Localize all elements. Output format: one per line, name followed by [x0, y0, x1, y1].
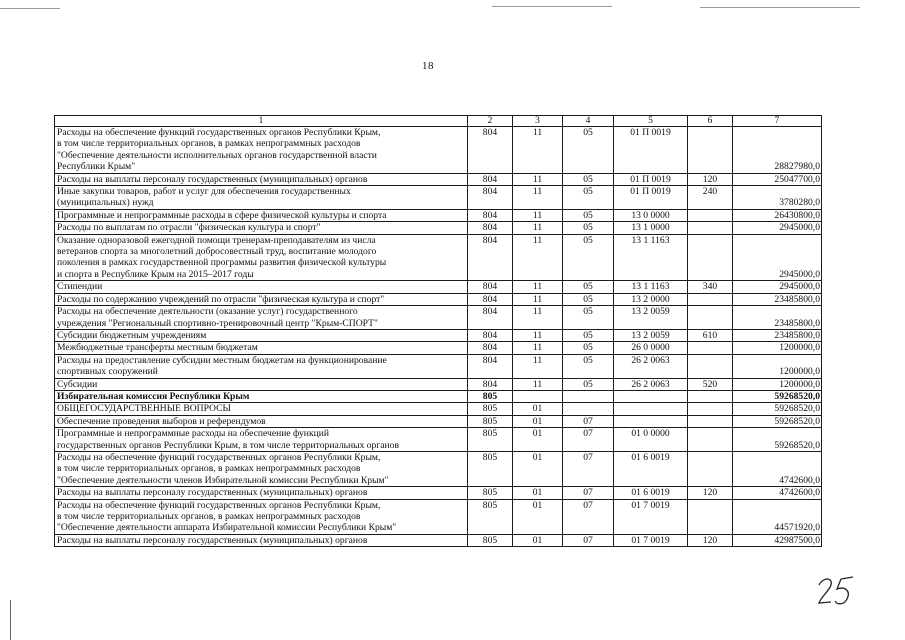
section-code: 01: [513, 534, 563, 546]
description-line: в том числе территориальных органов, в рамках непрограммных расходов: [57, 463, 361, 475]
section-code: 11: [513, 234, 563, 281]
table-row: [55, 329, 822, 341]
department-code: 804: [468, 209, 513, 221]
subsection-code: 05: [563, 293, 614, 305]
table-row: [55, 306, 822, 330]
department-code: 805: [468, 451, 513, 486]
amount-value: 25047700,0: [733, 173, 822, 185]
handwritten-signature: [815, 573, 859, 609]
target-article-code: 13 0 0000: [614, 209, 688, 221]
amount-value: 4742600,0: [733, 451, 822, 486]
description-line: "Обеспечение деятельности аппарата Избирательной комиссии Республики Крым": [57, 522, 397, 534]
target-article-code: 01 П 0019: [614, 127, 688, 174]
scan-artifact-edge: [10, 600, 11, 640]
description-line: (муниципальных) нужд: [57, 197, 154, 209]
table-row: [55, 378, 822, 390]
description-line: "Обеспечение деятельности исполнительных органов государственной власти: [57, 149, 377, 161]
department-code: 804: [468, 354, 513, 378]
column-header: 2: [468, 116, 513, 127]
department-code: 804: [468, 293, 513, 305]
section-code: 11: [513, 173, 563, 185]
expense-type-code: 610: [688, 329, 733, 341]
subsection-code: 05: [563, 222, 614, 234]
target-article-code: 01 6 0019: [614, 451, 688, 486]
description-line: Расходы на обеспечение функций государственных органов Республики Крым,: [57, 451, 381, 463]
amount-value: 1200000,0: [733, 342, 822, 354]
section-code: 11: [513, 186, 563, 210]
row-description: [55, 499, 468, 534]
subsection-code: [563, 403, 614, 415]
table-row: [55, 428, 822, 452]
description-line: государственных органов Республики Крым, в том числе территориальных органов: [57, 439, 400, 451]
column-header: 5: [614, 116, 688, 127]
expense-type-code: 120: [688, 534, 733, 546]
description-line: Расходы на обеспечение деятельности (оказание услуг) государственного: [57, 306, 358, 318]
department-code: 804: [468, 281, 513, 293]
expense-type-code: [688, 354, 733, 378]
department-code: 805: [468, 403, 513, 415]
description-line: Расходы на выплаты персоналу государственных (муниципальных) органов: [57, 173, 368, 185]
amount-value: 23485800,0: [733, 306, 822, 330]
description-line: ветеранов спорта за многолетний добросовестный труд, воспитание молодого: [57, 246, 377, 258]
table-row: [55, 415, 822, 427]
expense-type-code: 120: [688, 173, 733, 185]
department-code: 804: [468, 186, 513, 210]
row-description: [55, 403, 468, 415]
section-code: 01: [513, 428, 563, 452]
subsection-code: 05: [563, 186, 614, 210]
target-article-code: 26 0 0000: [614, 342, 688, 354]
row-description: [55, 173, 468, 185]
amount-value: 59268520,0: [733, 403, 822, 415]
target-article-code: 01 П 0019: [614, 173, 688, 185]
row-description: [55, 127, 468, 174]
expense-type-code: [688, 127, 733, 174]
section-code: [513, 390, 563, 402]
department-code: 805: [468, 428, 513, 452]
row-description: [55, 234, 468, 281]
department-code: 804: [468, 342, 513, 354]
section-code: 11: [513, 306, 563, 330]
section-code: 11: [513, 222, 563, 234]
target-article-code: 01 7 0019: [614, 534, 688, 546]
description-line: в том числе территориальных органов, в рамках непрограммных расходов: [57, 511, 361, 522]
description-line: Расходы на выплаты персоналу государственных (муниципальных) органов: [57, 534, 368, 546]
amount-value: 44571920,0: [733, 499, 822, 534]
description-line: учреждения "Региональный спортивно-тренировочный центр "Крым-СПОРТ": [57, 317, 378, 329]
section-code: 11: [513, 378, 563, 390]
subsection-code: 05: [563, 209, 614, 221]
row-description: [55, 378, 468, 390]
row-description: [55, 342, 468, 354]
section-code: 11: [513, 342, 563, 354]
expense-type-code: [688, 293, 733, 305]
subsection-code: 05: [563, 378, 614, 390]
expense-type-code: [688, 415, 733, 427]
target-article-code: [614, 390, 688, 402]
amount-value: 42987500,0: [733, 534, 822, 546]
section-code: 11: [513, 281, 563, 293]
expense-type-code: [688, 499, 733, 534]
table-row: [55, 487, 822, 499]
subsection-code: 05: [563, 127, 614, 174]
row-description: [55, 209, 468, 221]
scan-artifact-line: [0, 8, 60, 9]
budget-table: [54, 115, 822, 547]
row-description: [55, 390, 468, 402]
department-code: 805: [468, 415, 513, 427]
expense-type-code: 520: [688, 378, 733, 390]
description-line: спортивных сооружений: [57, 366, 158, 378]
target-article-code: 01 6 0019: [614, 487, 688, 499]
subsection-code: 07: [563, 451, 614, 486]
subsection-code: 05: [563, 234, 614, 281]
description-line: ОБЩЕГОСУДАРСТВЕННЫЕ ВОПРОСЫ: [57, 403, 231, 415]
expense-type-code: [688, 390, 733, 402]
department-code: 805: [468, 487, 513, 499]
subsection-code: 05: [563, 306, 614, 330]
section-code: 01: [513, 451, 563, 486]
target-article-code: 01 0 0000: [614, 428, 688, 452]
subsection-code: 05: [563, 173, 614, 185]
target-article-code: 13 2 0000: [614, 293, 688, 305]
row-description: [55, 186, 468, 210]
amount-value: 1200000,0: [733, 378, 822, 390]
description-line: Иные закупки товаров, работ и услуг для обеспечения государственных: [57, 186, 351, 198]
amount-value: 3780280,0: [733, 186, 822, 210]
column-header: 7: [733, 116, 822, 127]
description-line: Межбюджетные трансферты местным бюджетам: [57, 342, 258, 354]
description-line: Субсидии: [57, 378, 98, 390]
target-article-code: [614, 415, 688, 427]
description-line: Республики Крым": [57, 161, 136, 173]
amount-value: 28827980,0: [733, 127, 822, 174]
section-code: 11: [513, 293, 563, 305]
table-row: [55, 281, 822, 293]
description-line: Оказание одноразовой ежегодной помощи тренерам-преподавателям из числа: [57, 234, 376, 246]
section-code: 11: [513, 354, 563, 378]
target-article-code: 26 2 0063: [614, 354, 688, 378]
expense-type-code: [688, 342, 733, 354]
section-code: 11: [513, 209, 563, 221]
table-header-row: [55, 116, 822, 127]
description-line: Избирательная комиссия Республики Крым: [57, 390, 250, 402]
department-code: 804: [468, 222, 513, 234]
target-article-code: 13 2 0059: [614, 306, 688, 330]
description-line: Расходы на обеспечение функций государственных органов Республики Крым,: [57, 127, 381, 138]
target-article-code: 13 1 1163: [614, 234, 688, 281]
column-header: 1: [55, 116, 468, 127]
table-row: [55, 209, 822, 221]
expense-type-code: [688, 306, 733, 330]
description-line: в том числе территориальных органов, в рамках непрограммных расходов: [57, 138, 361, 150]
page-number: 18: [422, 60, 434, 72]
table-row: [55, 403, 822, 415]
amount-value: 2945000,0: [733, 234, 822, 281]
amount-value: 26430800,0: [733, 209, 822, 221]
description-line: поколения в рамках государственной программы развития физической культуры: [57, 257, 387, 269]
target-article-code: 13 1 1163: [614, 281, 688, 293]
description-line: Программные и непрограммные расходы в сфере физической культуры и спорта: [57, 209, 387, 221]
subsection-code: [563, 390, 614, 402]
table-row: [55, 534, 822, 546]
table-row: [55, 234, 822, 281]
department-code: 804: [468, 378, 513, 390]
description-line: Обеспечение проведения выборов и референдумов: [57, 415, 266, 427]
expense-type-code: [688, 428, 733, 452]
section-code: 01: [513, 403, 563, 415]
table-row: [55, 342, 822, 354]
target-article-code: 01 7 0019: [614, 499, 688, 534]
amount-value: 59268520,0: [733, 390, 822, 402]
column-header: 6: [688, 116, 733, 127]
expense-type-code: [688, 451, 733, 486]
department-code: 804: [468, 234, 513, 281]
row-description: [55, 293, 468, 305]
amount-value: 4742600,0: [733, 487, 822, 499]
department-code: 804: [468, 306, 513, 330]
expense-type-code: 240: [688, 186, 733, 210]
subsection-code: 07: [563, 499, 614, 534]
row-description: [55, 306, 468, 330]
row-description: [55, 281, 468, 293]
table-row: [55, 173, 822, 185]
description-line: Стипендии: [57, 281, 103, 293]
amount-value: 59268520,0: [733, 428, 822, 452]
expense-type-code: [688, 209, 733, 221]
subsection-code: 07: [563, 487, 614, 499]
table-body: [55, 127, 822, 547]
description-line: "Обеспечение деятельности членов Избирательной комиссии Республики Крым": [57, 474, 389, 486]
description-line: Расходы по выплатам по отрасли "физическая культура и спорт": [57, 222, 321, 234]
table-row: [55, 293, 822, 305]
subsection-code: 07: [563, 534, 614, 546]
description-line: Расходы по содержанию учреждений по отрасли "физическая культура и спорт": [57, 293, 385, 305]
subsection-code: 07: [563, 428, 614, 452]
subsection-code: 05: [563, 329, 614, 341]
description-line: Расходы на выплаты персоналу государственных (муниципальных) органов: [57, 487, 368, 499]
table-row: [55, 451, 822, 486]
subsection-code: 05: [563, 281, 614, 293]
amount-value: 23485800,0: [733, 293, 822, 305]
row-description: [55, 354, 468, 378]
target-article-code: 26 2 0063: [614, 378, 688, 390]
expense-type-code: [688, 403, 733, 415]
amount-value: 23485800,0: [733, 329, 822, 341]
row-description: [55, 534, 468, 546]
row-description: [55, 487, 468, 499]
expense-type-code: [688, 222, 733, 234]
column-header: 3: [513, 116, 563, 127]
description-line: Субсидии бюджетным учреждениям: [57, 329, 207, 341]
amount-value: 2945000,0: [733, 222, 822, 234]
amount-value: 1200000,0: [733, 354, 822, 378]
amount-value: 2945000,0: [733, 281, 822, 293]
table-row: [55, 222, 822, 234]
table-row: [55, 186, 822, 210]
target-article-code: 13 1 0000: [614, 222, 688, 234]
description-line: Расходы на предоставление субсидии местным бюджетам на функционирование: [57, 354, 387, 366]
department-code: 805: [468, 534, 513, 546]
department-code: 804: [468, 173, 513, 185]
section-code: 01: [513, 499, 563, 534]
section-code: 01: [513, 415, 563, 427]
description-line: Расходы на обеспечение функций государственных органов Республики Крым,: [57, 499, 381, 511]
department-code: 805: [468, 499, 513, 534]
row-description: [55, 222, 468, 234]
row-description: [55, 428, 468, 452]
table-row: [55, 390, 822, 402]
department-code: 804: [468, 329, 513, 341]
expense-type-code: 120: [688, 487, 733, 499]
row-description: [55, 329, 468, 341]
description-line: и спорта в Республике Крым на 2015–2017 годы: [57, 268, 254, 280]
section-code: 01: [513, 487, 563, 499]
column-header: 4: [563, 116, 614, 127]
scan-artifact-line: [700, 7, 860, 8]
row-description: [55, 415, 468, 427]
expense-type-code: 340: [688, 281, 733, 293]
target-article-code: 13 2 0059: [614, 329, 688, 341]
amount-value: 59268520,0: [733, 415, 822, 427]
subsection-code: 07: [563, 415, 614, 427]
target-article-code: 01 П 0019: [614, 186, 688, 210]
target-article-code: [614, 403, 688, 415]
row-description: [55, 451, 468, 486]
expense-type-code: [688, 234, 733, 281]
description-line: Программные и непрограммные расходы на обеспечение функций: [57, 428, 330, 440]
scan-artifact-line: [492, 6, 612, 7]
department-code: 805: [468, 390, 513, 402]
subsection-code: 05: [563, 354, 614, 378]
section-code: 11: [513, 329, 563, 341]
table-row: [55, 354, 822, 378]
subsection-code: 05: [563, 342, 614, 354]
section-code: 11: [513, 127, 563, 174]
department-code: 804: [468, 127, 513, 174]
table-row: [55, 499, 822, 534]
table-row: [55, 127, 822, 174]
